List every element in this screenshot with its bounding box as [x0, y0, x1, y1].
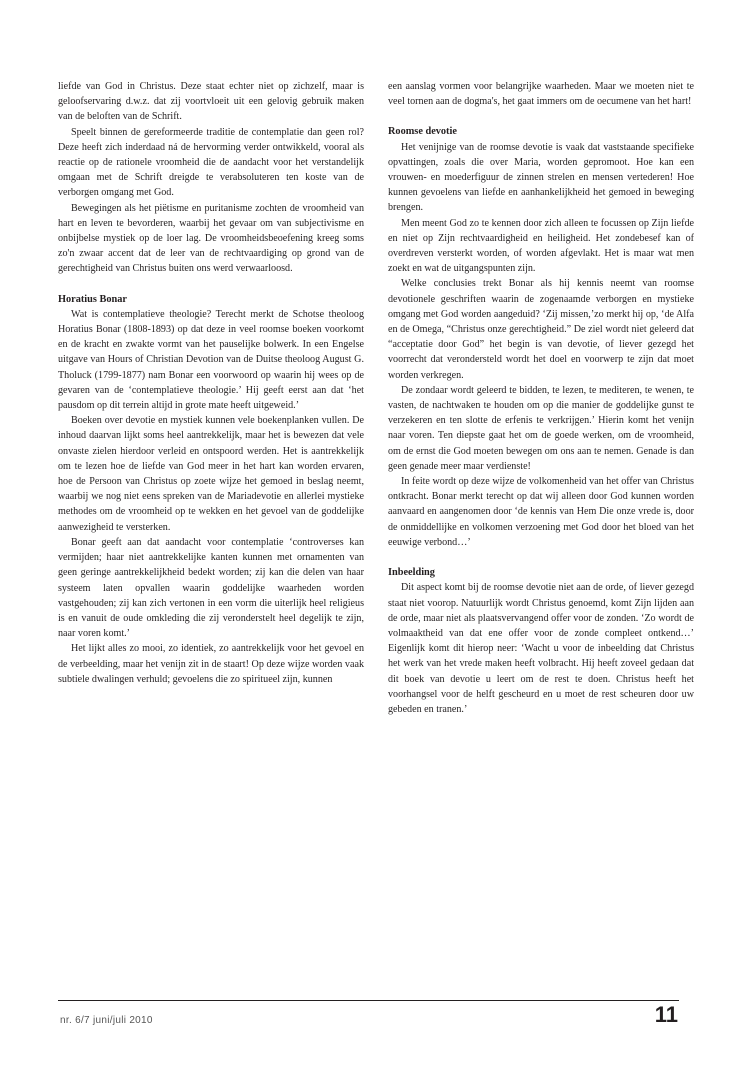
paragraph: In feite wordt op deze wijze de volkomenheid van het offer van Christus ontkracht. Bonar merkt terecht op dat wij alleen door God kunnen worden aanvaard en aangenomen door ‘de kennis van Hem Die onze vrede is, door de onmiddellijke en volkomen verzoening met God door het bloed van het eeuwige verbond…’ — [388, 476, 694, 548]
page-number: 11 — [654, 1002, 678, 1027]
paragraph: De zondaar wordt geleerd te bidden, te lezen, te mediteren, te wenen, te vasten, de nachtwaken te houden om op die manier de goddelijke gunst te verzekeren en ten slotte de erfenis te verkrijgen.’ Hierin komt het venijn naar voren. Ten diepste gaat het om de goede werken, om de vroomheid, om de ernst die God moeten bewegen om ons aan te nemen. Genade is dan geen genade meer maar verdienste! — [388, 384, 694, 472]
paragraph: Boeken over devotie en mystiek kunnen vele boekenplanken vullen. De inhoud daarvan lijkt soms heel aantrekkelijk, maar het is bewezen dat vele onvaste zielen hierdoor verleid en ontspoord werden. Het is aantrekkelijk om te lezen hoe de liefde van God meer in het hart kan worden ervaren, hoe de Persoon van Christus op zoete wijze het gemoed in beslag neemt, waarbij we nog niet eens spreken van de Mariadevotie en allerlei mystieke methodes om de vroomheid op te wekken en het gevoel van de goddelijke aanwezigheid te versterken. — [58, 415, 364, 533]
paragraph: Bonar geeft aan dat aandacht voor contemplatie ‘controverses kan vermijden; haar niet aantrekkelijke kanten kunnen met ornamenten van geen geringe aantrekkelijkheid bedekt worden; zij kan die delen van haar systeem laten opvallen waarin goddelijke waarheden worden vastgehouden; zij kan zich vertonen in een vorm die uiterlijk heel religieus is en vanuit de oude omkleding die zij veronderstelt heel degelijk te zijn, naar voren komt.’ — [58, 536, 364, 640]
left-column — [58, 79, 364, 687]
section-heading: Horatius Bonar — [58, 293, 127, 305]
paragraph: Wat is contemplatieve theologie? Terecht merkt de Schotse theoloog Horatius Bonar (1808-1893) op dat deze in veel roomse boeken voorkomt en de kracht en zwakte vormt van het pauselijke bolwerk. In een Engelse uitgave van Hours of Christian Devotion van de Duitse theoloog August G. Tholuck (1799-1877) nam Bonar een voorwoord op waarin hij wees op de gevaren van de ‘contemplatieve theologie.’ Hij geeft eerst aan dat ‘het pausdom op dit terrein altijd in grote mate heeft uitgeweid.’ — [58, 308, 364, 412]
paragraph: Men meent God zo te kennen door zich alleen te focussen op Zijn liefde en niet op Zijn rechtvaardigheid en heiligheid. Het zondebesef kan of overdreven versterkt worden, of worden afgevlakt. Het is maar wat men zoekt en wat de uitgangspunten zijn. — [388, 217, 694, 275]
paragraph: Het venijnige van de roomse devotie is vaak dat vaststaande specifieke opvattingen, zoals die over Maria, worden gepromoot. Hoe kan een vrouwen- en moederfiguur de zinnen strelen en mensen vertederen! Hoe kunnen gevoelens van liefde en aanhankelijkheid het gemoed in beweging brengen. — [388, 141, 694, 214]
paragraph: liefde van God in Christus. Deze staat echter niet op zichzelf, maar is geloofservaring d.w.z. dat zij voortvloeit uit een gelovig gebruik maken van de beloften van de Schrift. — [58, 81, 364, 123]
paragraph: Het lijkt alles zo mooi, zo identiek, zo aantrekkelijk voor het gevoel en de verbeelding, maar het venijn zit in de staart! Op deze wijze worden vaak subtiele dwalingen verhuld; gevoelens die zo spiritueel zijn, kunnen — [58, 643, 364, 685]
paragraph: Welke conclusies trekt Bonar als hij kennis neemt van roomse devotionele geschriften waarin de zogenaamde verborgen en mystieke omgang met God worden aangeduid? ‘Zij missen,’zo merkt hij op, ‘de Alfa en de Omega, “Christus onze gerechtigheid.” De ziel wordt niet geleerd dat “acceptatie door God” het begin is van devotie, of liever gezegd het voorrecht dat verondersteld wordt het doel en voorwerp te zijn dat moet worden verkregen. — [388, 278, 694, 381]
issue-label: nr. 6/7 juni/juli 2010 — [60, 1015, 153, 1026]
paragraph: Dit aspect komt bij de roomse devotie niet aan de orde, of liever gezegd staat niet voorop. Natuurlijk wordt Christus genoemd, komt Zijn lijden aan de orde, maar niet als plaatsvervangend offer voor de zonden. ‘Zo wordt de volmaaktheid van dat ene offer voor de zonde compleet ontkend…’ Eigenlijk komt dit hierop neer: ‘Wacht u voor de inbeelding dat Christus het werk van het vrede maken heeft volbracht. Hij heeft zoveel gedaan dat dit boek van devotie u leert om de rest te doen. Christus heeft het voorhangsel voor de helft gescheurd en u moet de rest scheuren door uw gebeden en tranen.’ — [388, 582, 694, 715]
right-column — [388, 79, 694, 717]
section-heading: Roomse devotie — [388, 126, 457, 138]
section-heading: Inbeelding — [388, 567, 435, 579]
footer-rule — [58, 1000, 679, 1001]
paragraph: Bewegingen als het piëtisme en puritanisme zochten de vroomheid van hart en leven te bevorderen, waarbij het gevaar om van subjectivisme en onbijbelse mystiek op de loer lag. De vroomheidsbeoefening kreeg soms zo'n zwaar accent dat de leer van de rechtvaardiging op grond van de gerechtigheid van Christus buiten ons werd verwaarloosd. — [58, 202, 364, 275]
paragraph: Speelt binnen de gereformeerde traditie de contemplatie dan geen rol? Deze heeft zich inderdaad ná de hervorming verder ontwikkeld, vooral als reactie op de rationele vroomheid die de aandacht voor het verstandelijk omgaan met de Schrift dreigde te verabsoluteren ten koste van de verborgen omgang met God. — [58, 126, 364, 199]
paragraph: een aanslag vormen voor belangrijke waarheden. Maar we moeten niet te veel tornen aan de dogma's, het gaat immers om de oecumene van het hart! — [388, 81, 694, 108]
